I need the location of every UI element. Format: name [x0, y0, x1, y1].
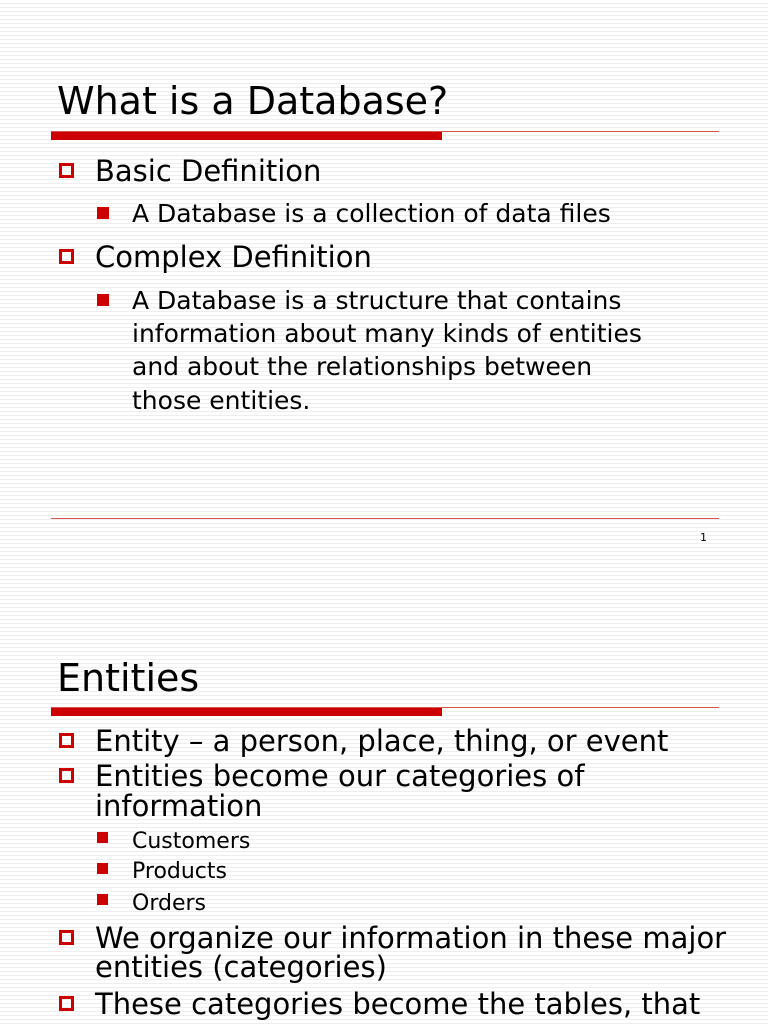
bullet-line: Entities become our categories of	[95, 759, 585, 793]
slide-2	[0, 600, 768, 1024]
sub-bullet-item: A Database is a collection of data files	[132, 199, 611, 228]
bullet-item-complex-definition: Complex Definition	[95, 240, 372, 274]
solid-square-bullet-icon	[97, 894, 108, 905]
title-underline-thick	[51, 708, 442, 716]
solid-square-bullet-icon	[97, 863, 108, 874]
bullet-item: These categories become the tables, that	[95, 987, 701, 1021]
solid-square-bullet-icon	[97, 294, 109, 306]
sub-bullet-line: those entities.	[132, 386, 311, 415]
page-number: 1	[700, 531, 707, 544]
sub-bullet-item: Products	[132, 859, 227, 884]
title-underline-thick	[51, 132, 442, 140]
slide-title: What is a Database?	[57, 79, 449, 123]
footer-divider	[51, 518, 719, 519]
hollow-square-bullet-icon	[59, 163, 74, 178]
hollow-square-bullet-icon	[59, 733, 74, 748]
bullet-line: information	[95, 789, 263, 823]
bullet-line: entities (categories)	[95, 950, 387, 984]
sub-bullet-line: information about many kinds of entities	[132, 319, 642, 348]
hollow-square-bullet-icon	[59, 996, 74, 1011]
sub-bullet-line: A Database is a structure that contains	[132, 286, 622, 315]
hollow-square-bullet-icon	[59, 768, 74, 783]
hollow-square-bullet-icon	[59, 249, 74, 264]
bullet-item: Entity – a person, place, thing, or event	[95, 724, 669, 758]
bullet-line: We organize our information in these major	[95, 921, 727, 955]
hollow-square-bullet-icon	[59, 930, 74, 945]
sub-bullet-item: Customers	[132, 829, 251, 854]
solid-square-bullet-icon	[97, 832, 108, 843]
bullet-item-basic-definition: Basic Definition	[95, 154, 322, 188]
slide-title: Entities	[57, 656, 200, 700]
sub-bullet-line: and about the relationships between	[132, 352, 593, 381]
solid-square-bullet-icon	[97, 207, 109, 219]
sub-bullet-item: Orders	[132, 891, 206, 916]
